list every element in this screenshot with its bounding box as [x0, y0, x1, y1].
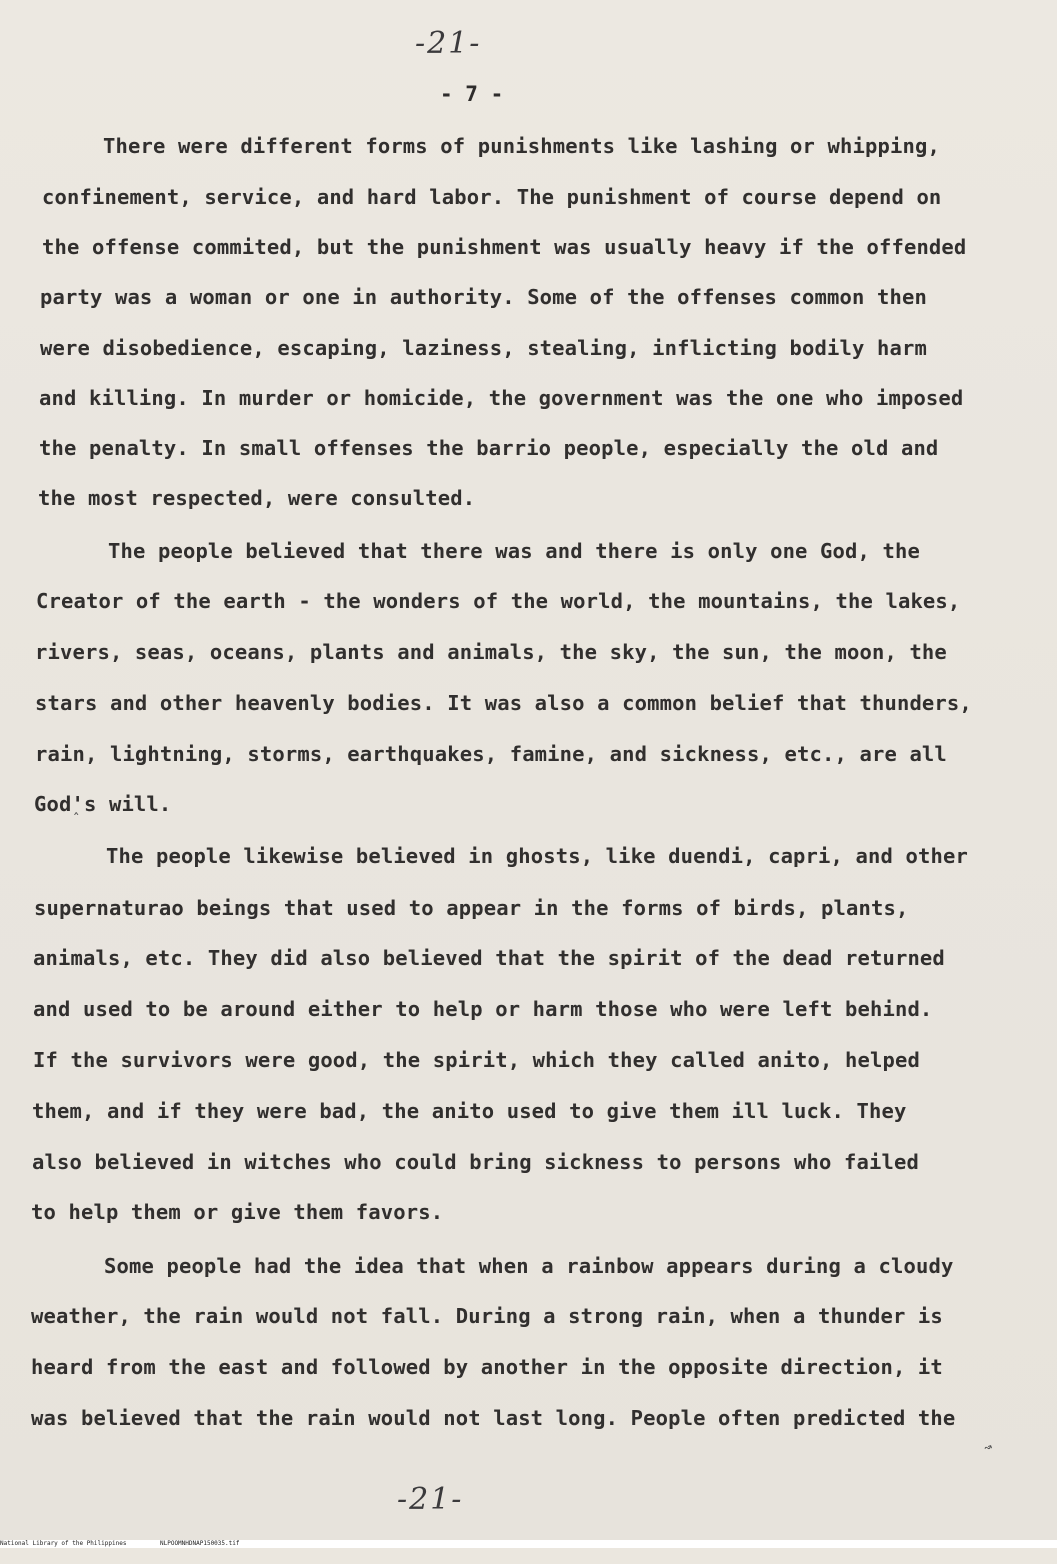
text-line: Some people had the idea that when a rainbow appears during a cloudy	[104, 1254, 954, 1278]
text-line: were disobedience, escaping, laziness, stealing, inflicting bodily harm	[40, 336, 927, 360]
text-line: also believed in witches who could bring sickness to persons who failed	[32, 1150, 919, 1174]
typed-page-number: - 7 -	[440, 82, 504, 106]
handwritten-page-number-top: -21-	[415, 26, 482, 61]
text-line: God's will.	[34, 792, 172, 816]
text-line: confinement, service, and hard labor. The punishment of course depend on	[42, 185, 942, 209]
text-line: stars and other heavenly bodies. It was also a common belief that thunders,	[35, 691, 972, 715]
text-line: heard from the east and followed by another in the opposite direction, it	[31, 1355, 943, 1379]
text-line: rain, lightning, storms, earthquakes, famine, and sickness, etc., are all	[35, 742, 947, 766]
text-line: If the survivors were good, the spirit, which they called anito, helped	[33, 1048, 920, 1072]
text-line: the penalty. In small offenses the barrio people, especially the old and	[39, 436, 939, 460]
text-line: animals, etc. They did also believed that the spirit of the dead returned	[33, 946, 945, 970]
text-line: The people likewise believed in ghosts, like duendi, capri, and other	[106, 844, 968, 868]
caret-mark-icon: ˆ	[72, 812, 81, 828]
footer-library: National Library of the Philippines	[0, 1540, 127, 1547]
text-line: party was a woman or one in authority. Some of the offenses common then	[40, 285, 927, 309]
text-line: to help them or give them favors.	[31, 1200, 444, 1224]
handwritten-page-number-bottom: -21-	[397, 1482, 464, 1517]
scan-footer	[0, 1540, 1057, 1548]
text-line: The people believed that there was and there is only one God, the	[108, 539, 920, 563]
text-line: the offense commited, but the punishment was usually heavy if the offended	[42, 235, 967, 259]
footer-filename: NLPOOMNHDNAP150035.tif	[160, 1540, 240, 1547]
text-line: them, and if they were bad, the anito used to give them ill luck. They	[32, 1099, 907, 1123]
text-line: supernaturao beings that used to appear in the forms of birds, plants,	[34, 896, 909, 920]
text-line: Creator of the earth - the wonders of the world, the mountains, the lakes,	[36, 589, 961, 613]
text-line: weather, the rain would not fall. During a strong rain, when a thunder is	[31, 1304, 943, 1328]
text-line: and used to be around either to help or harm those who were left behind.	[33, 997, 933, 1021]
text-line: and killing. In murder or homicide, the government was the one who imposed	[39, 386, 964, 410]
text-line: was believed that the rain would not last long. People often predicted the	[31, 1406, 956, 1430]
text-line: the most respected, were consulted.	[38, 486, 476, 510]
text-line: There were different forms of punishments like lashing or whipping,	[103, 134, 940, 158]
pencil-scribble-icon: ↝	[981, 1439, 995, 1457]
text-line: rivers, seas, oceans, plants and animals, the sky, the sun, the moon, the	[35, 640, 947, 664]
